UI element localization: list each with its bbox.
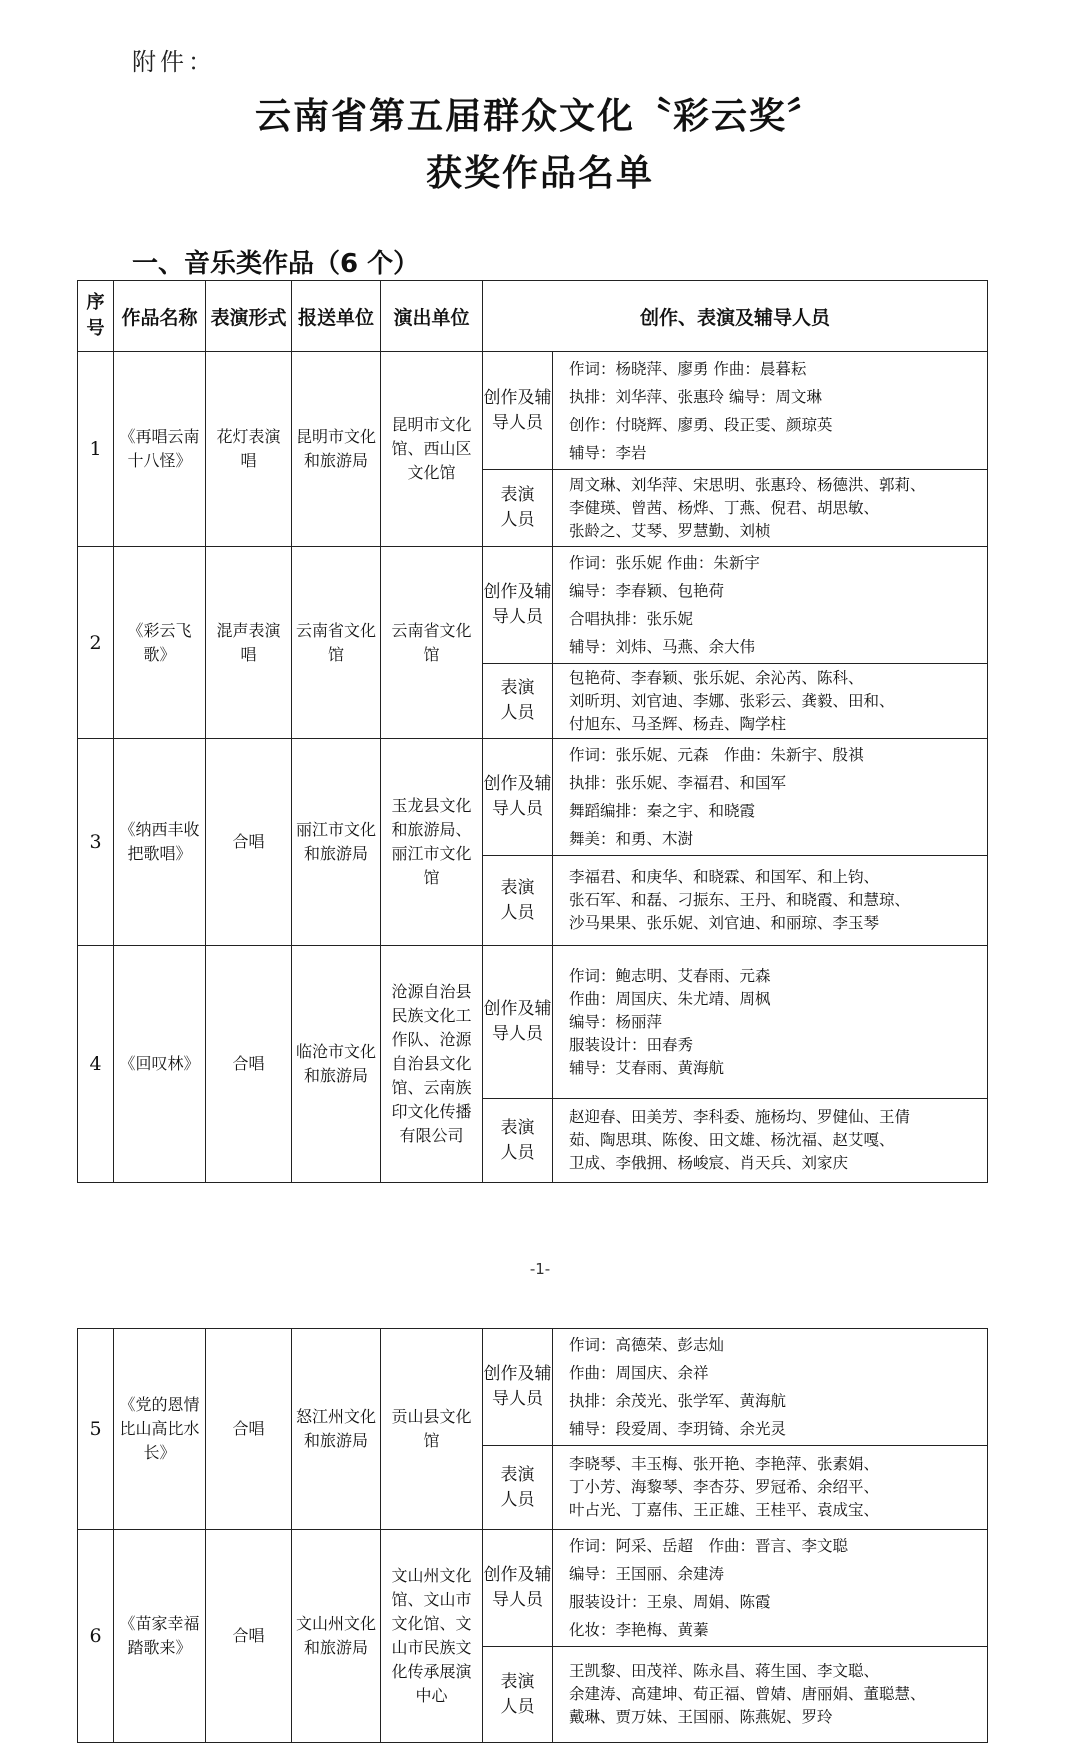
table-row: [78, 946, 988, 1099]
awards-table-page2: [77, 1328, 988, 1743]
performing-unit: 玉龙县文化和旅游局、丽江市文化馆: [381, 739, 483, 946]
row-number: 1: [78, 352, 114, 547]
performer-line: 李晓琴、丰玉梅、张开艳、李艳萍、张素娟、: [569, 1455, 880, 1473]
creator-line: 合唱执排：张乐妮: [569, 610, 694, 628]
performer-line: 包艳荷、李春颖、张乐妮、余沁芮、陈科、: [569, 668, 864, 687]
creators-list: [553, 1530, 988, 1647]
header-perform: 演出单位: [381, 281, 483, 352]
performer-line: 周文琳、刘华萍、宋思明、张惠玲、杨德洪、郭莉、: [569, 475, 926, 494]
table-header-row: [78, 281, 988, 352]
performance-form: 合唱: [206, 739, 292, 946]
section-heading: 一、音乐类作品（6 个）: [132, 249, 420, 279]
performing-unit: 贡山县文化馆: [381, 1329, 483, 1530]
document-title-line2: 获奖作品名单: [425, 153, 654, 194]
creators-label: 创作及辅导人员: [483, 1530, 553, 1647]
creator-line: 作曲：周国庆、朱尤靖、周枫: [569, 989, 771, 1008]
row-number: 2: [78, 547, 114, 739]
creator-line: 辅导：艾春雨、黄海航: [569, 1058, 725, 1077]
submitting-unit: 昆明市文化和旅游局: [292, 352, 381, 547]
creators-list: [553, 946, 988, 1099]
document-title-line1: 云南省第五届群众文化〝彩云奖〞: [254, 96, 825, 137]
header-seq: 序号: [78, 281, 114, 352]
creator-line: 执排：刘华萍、张惠玲 编导：周文琳: [569, 387, 822, 406]
table-row: [78, 547, 988, 664]
header-people: 创作、表演及辅导人员: [483, 281, 988, 352]
submitting-unit: 文山州文化和旅游局: [292, 1530, 381, 1743]
performer-line: 李福君、和庚华、和晓霖、和国军、和上钧、: [569, 868, 880, 886]
performer-line: 丁小芳、海黎琴、李杏芬、罗冠希、余绍平、: [569, 1478, 880, 1496]
performer-line: 王凯黎、田茂祥、陈永昌、蒋生国、李文聪、: [569, 1662, 880, 1680]
attachment-label: 附件：: [132, 48, 216, 76]
creator-line: 服装设计：田春秀: [569, 1035, 694, 1054]
creator-line: 作词：张乐妮 作曲：朱新宇: [569, 554, 760, 572]
creator-line: 作词：杨晓萍、廖勇 作曲：晨暮耘: [569, 359, 807, 378]
creators-label: 创作及辅导人员: [483, 946, 553, 1099]
awards-table-page1: [77, 280, 988, 1183]
creators-label: 创作及辅导人员: [483, 1329, 553, 1446]
creator-line: 作曲：周国庆、余祥: [569, 1364, 709, 1382]
performer-line: 张石军、和磊、刁振东、王丹、和晓霞、和慧琼、: [569, 891, 911, 909]
row-number: 6: [78, 1530, 114, 1743]
performers-list: [553, 470, 988, 547]
creator-line: 辅导：李岩: [569, 443, 647, 462]
performer-line: 付旭东、马圣辉、杨垚、陶学柱: [569, 714, 787, 733]
performers-label: 表演人员: [483, 664, 553, 739]
work-title: 《党的恩情比山高比水长》: [114, 1329, 206, 1530]
performance-form: 合唱: [206, 1530, 292, 1743]
performer-line: 余建涛、高建坤、荀正福、曾婧、唐丽娟、董聪慧、: [569, 1685, 926, 1703]
performer-line: 张龄之、艾琴、罗慧勤、刘桢: [569, 521, 771, 540]
performer-line: 戴琳、贾万妹、王国丽、陈燕妮、罗玲: [569, 1708, 833, 1726]
row-number: 4: [78, 946, 114, 1183]
performers-label: 表演人员: [483, 1647, 553, 1743]
creator-line: 服装设计：王泉、周娟、陈霞: [569, 1593, 771, 1611]
creator-line: 执排：张乐妮、李福君、和国军: [569, 774, 787, 792]
performers-list: [553, 1099, 988, 1183]
submitting-unit: 临沧市文化和旅游局: [292, 946, 381, 1183]
creator-line: 化妆：李艳梅、黄蓁: [569, 1621, 709, 1639]
row-number: 5: [78, 1329, 114, 1530]
table-row: [78, 1329, 988, 1446]
creator-line: 作词：鲍志明、艾春雨、元森: [569, 966, 771, 985]
creator-line: 编导：杨丽萍: [569, 1012, 663, 1031]
table-row: [78, 1530, 988, 1647]
performers-label: 表演人员: [483, 856, 553, 946]
creator-line: 舞美：和勇、木澍: [569, 830, 694, 848]
performers-list: [553, 856, 988, 946]
row-number: 3: [78, 739, 114, 946]
performer-line: 沙马果果、张乐妮、刘官迪、和丽琼、李玉琴: [569, 914, 880, 932]
performers-list: [553, 1446, 988, 1530]
creators-label: 创作及辅导人员: [483, 352, 553, 470]
creator-line: 作词：张乐妮、元森 作曲：朱新宇、殷祺: [569, 746, 864, 764]
performance-form: 花灯表演唱: [206, 352, 292, 547]
creator-line: 作词：高德荣、彭志灿: [569, 1336, 725, 1354]
submitting-unit: 云南省文化馆: [292, 547, 381, 739]
header-submit: 报送单位: [292, 281, 381, 352]
creator-line: 编导：李春颖、包艳荷: [569, 582, 725, 600]
performer-line: 李健瑛、曾茜、杨烨、丁燕、倪君、胡思敏、: [569, 498, 880, 517]
creators-label: 创作及辅导人员: [483, 547, 553, 664]
performance-form: 混声表演唱: [206, 547, 292, 739]
creator-line: 舞蹈编排：秦之宇、和晓霞: [569, 802, 756, 820]
performance-form: 合唱: [206, 1329, 292, 1530]
work-title: 《纳西丰收把歌唱》: [114, 739, 206, 946]
performing-unit: 文山州文化馆、文山市文化馆、文山市民族文化传承展演中心: [381, 1530, 483, 1743]
work-title: 《苗家幸福踏歌来》: [114, 1530, 206, 1743]
work-title: 《彩云飞歌》: [114, 547, 206, 739]
creators-list: [553, 547, 988, 664]
creator-line: 创作：付晓辉、廖勇、段正雯、颜琼英: [569, 415, 833, 434]
performer-line: 赵迎春、田美芳、李科委、施杨均、罗健仙、王倩: [569, 1108, 911, 1126]
creator-line: 辅导：段爱周、李玥锜、余光灵: [569, 1420, 787, 1438]
performing-unit: 云南省文化馆: [381, 547, 483, 739]
submitting-unit: 丽江市文化和旅游局: [292, 739, 381, 946]
performer-line: 卫成、李俄拥、杨峻宸、肖天兵、刘家庆: [569, 1154, 849, 1172]
performers-label: 表演人员: [483, 1446, 553, 1530]
page-number: -1-: [529, 1260, 551, 1278]
performer-line: 叶占光、丁嘉伟、王正雄、王桂平、袁成宝、: [569, 1501, 880, 1519]
performing-unit: 昆明市文化馆、西山区文化馆: [381, 352, 483, 547]
creators-list: [553, 352, 988, 470]
header-title: 作品名称: [114, 281, 206, 352]
creator-line: 辅导：刘炜、马燕、余大伟: [569, 638, 756, 656]
performer-line: 茹、陶思琪、陈俊、田文雄、杨沈福、赵艾嘎、: [569, 1131, 895, 1149]
performers-label: 表演人员: [483, 1099, 553, 1183]
performance-form: 合唱: [206, 946, 292, 1183]
submitting-unit: 怒江州文化和旅游局: [292, 1329, 381, 1530]
work-title: 《回叹林》: [114, 946, 206, 1183]
performer-line: 刘昕玥、刘官迪、李娜、张彩云、龚毅、田和、: [569, 691, 895, 710]
performers-list: [553, 664, 988, 739]
creators-list: [553, 739, 988, 856]
creator-line: 编导：王国丽、余建涛: [569, 1565, 725, 1583]
creator-line: 执排：余茂光、张学军、黄海航: [569, 1392, 787, 1410]
table-row: [78, 739, 988, 856]
creator-line: 作词：阿采、岳超 作曲：晋言、李文聪: [569, 1537, 849, 1555]
performers-label: 表演人员: [483, 470, 553, 547]
header-form: 表演形式: [206, 281, 292, 352]
creators-list: [553, 1329, 988, 1446]
table-row: [78, 352, 988, 470]
work-title: 《再唱云南十八怪》: [114, 352, 206, 547]
creators-label: 创作及辅导人员: [483, 739, 553, 856]
performers-list: [553, 1647, 988, 1743]
performing-unit: 沧源自治县民族文化工作队、沧源自治县文化馆、云南族印文化传播有限公司: [381, 946, 483, 1183]
